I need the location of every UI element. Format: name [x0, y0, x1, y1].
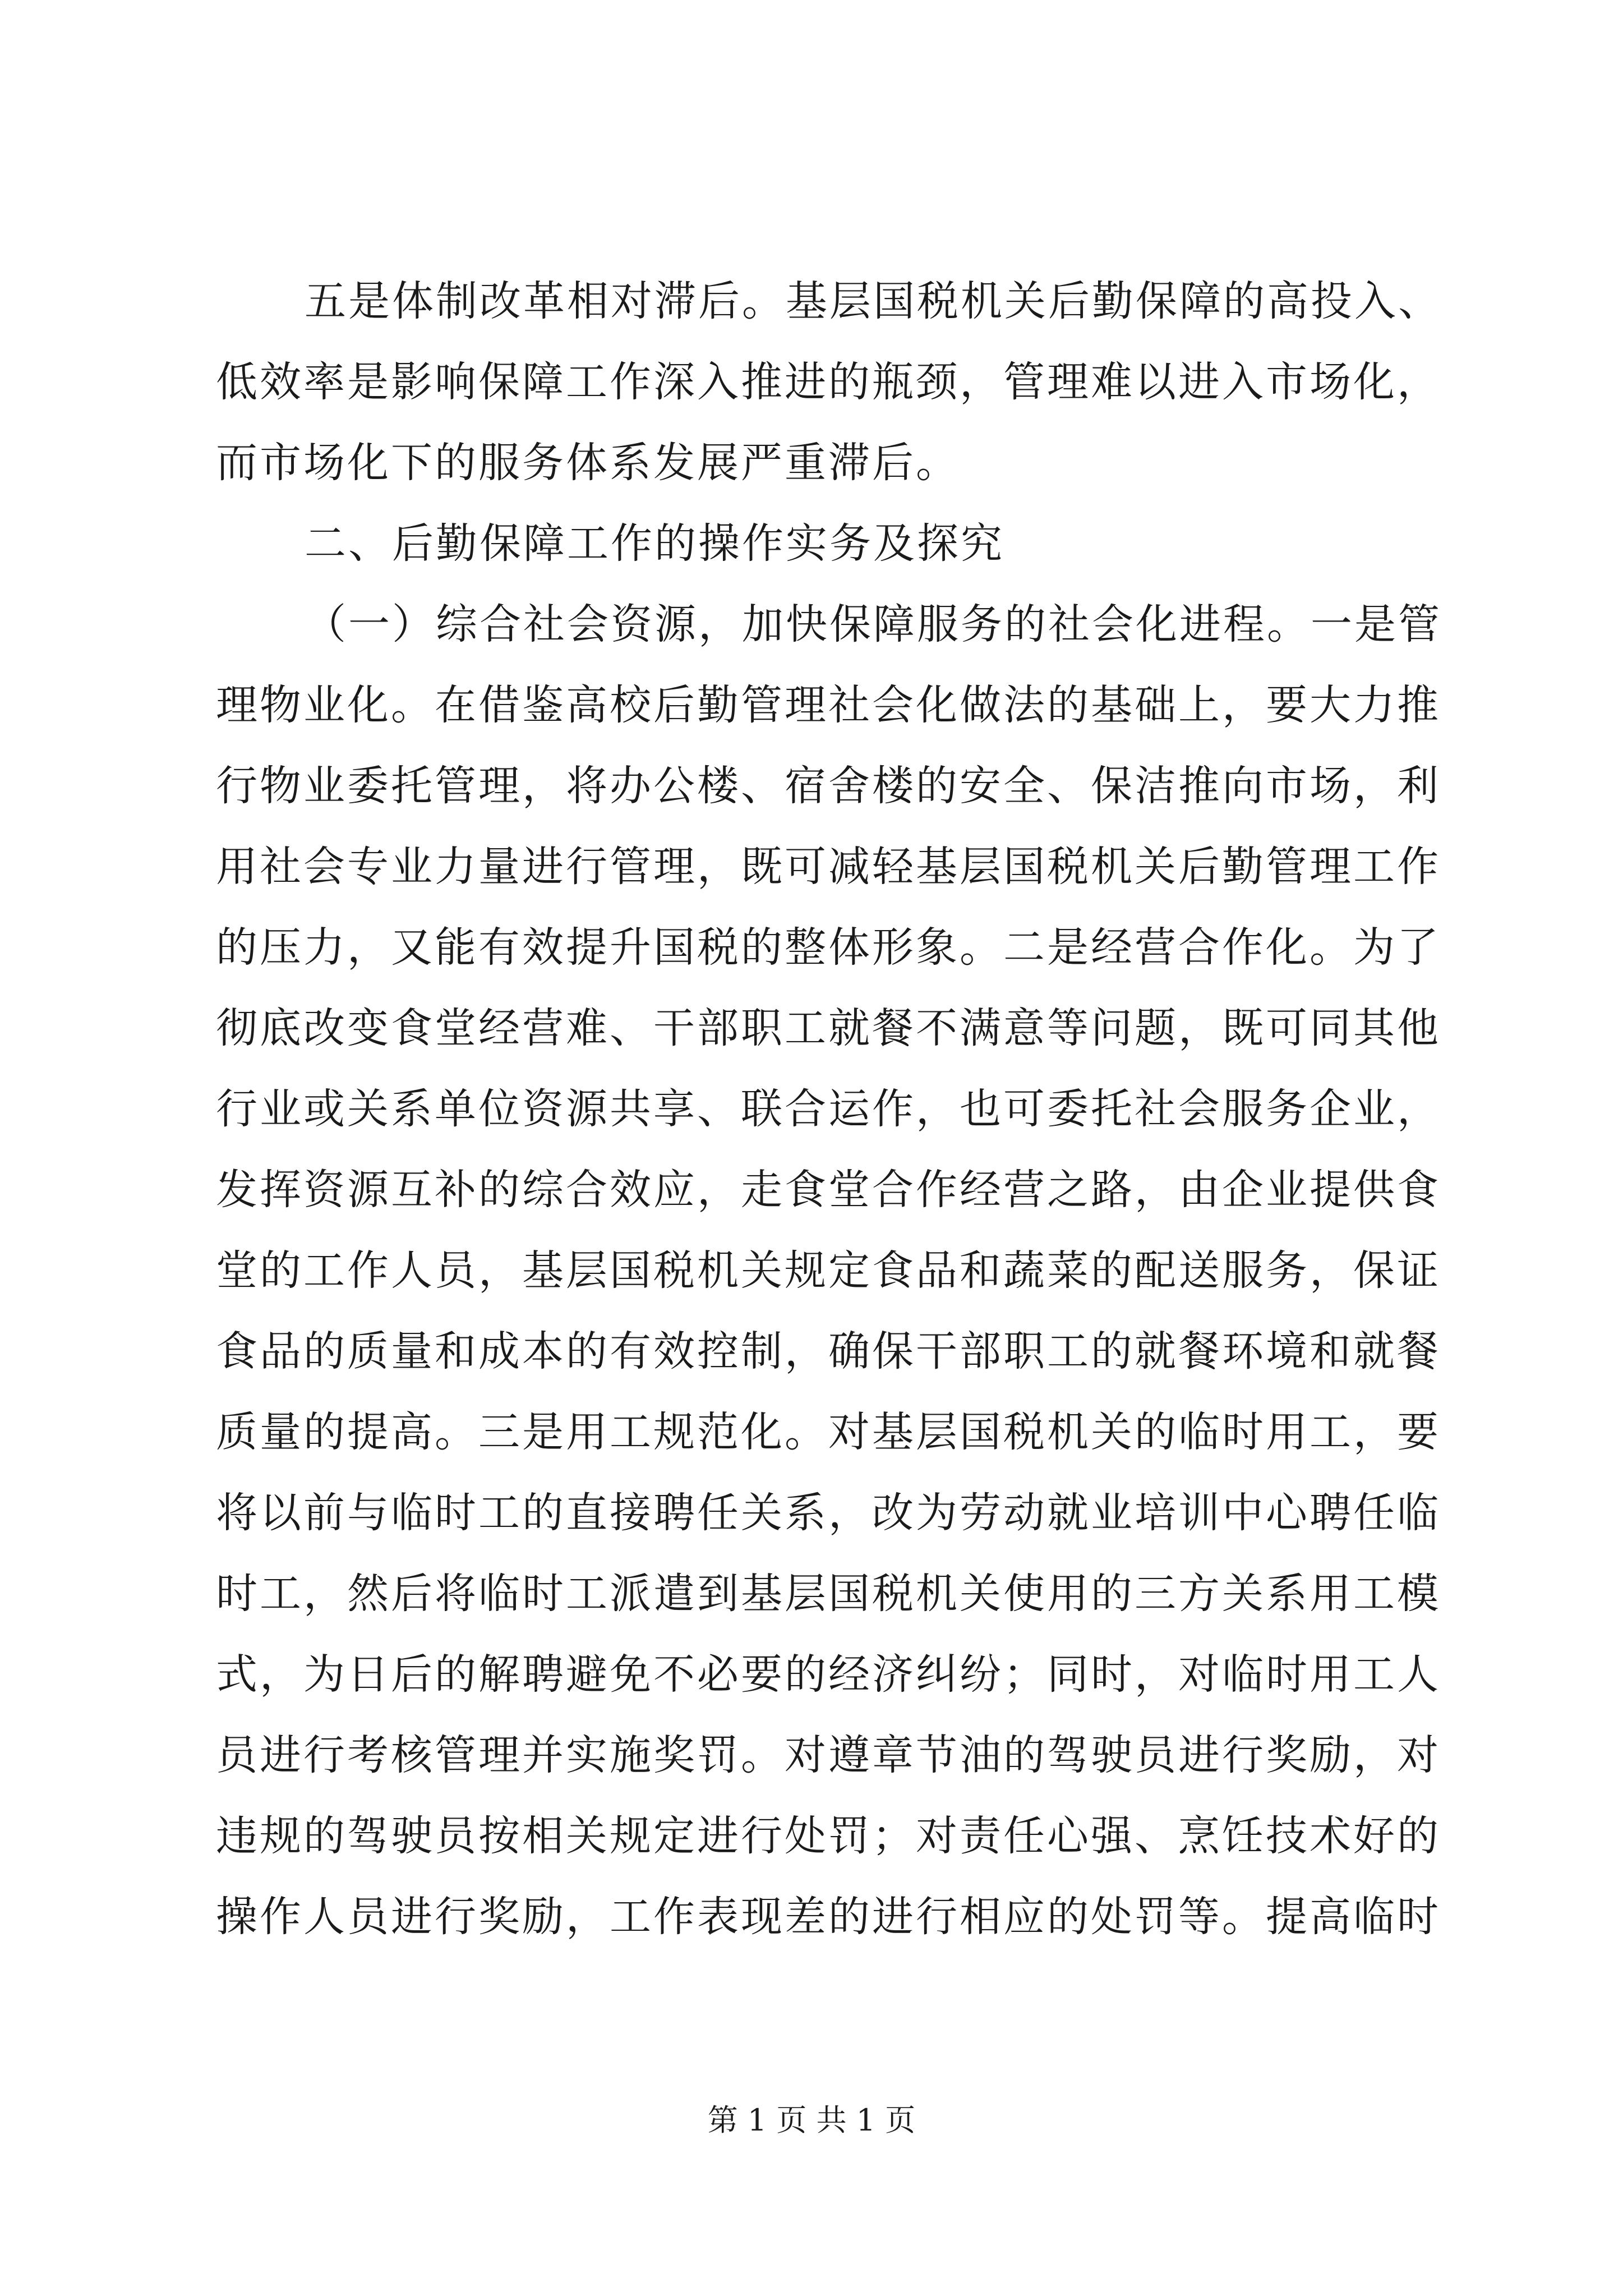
- text-line: 用社会专业力量进行管理，既可减轻基层国税机关后勤管理工作: [216, 843, 1441, 891]
- paragraph-socialization: [216, 584, 1442, 1957]
- text-line: 将以前与临时工的直接聘任关系，改为劳动就业培训中心聘任临: [216, 1489, 1441, 1537]
- text-line: 违规的驾驶员按相关规定进行处罚；对责任心强、烹饪技术好的: [216, 1812, 1441, 1860]
- paragraph-reform-lag: [216, 261, 1442, 503]
- text-line: 式，为日后的解聘避免不必要的经济纠纷；同时，对临时用工人: [216, 1650, 1441, 1699]
- document-body: [216, 261, 1442, 1957]
- page-footer: [0, 2101, 1623, 2140]
- text-line: 发挥资源互补的综合效应，走食堂合作经营之路，由企业提供食: [216, 1166, 1441, 1214]
- text-line: 的压力，又能有效提升国税的整体形象。二是经营合作化。为了: [216, 923, 1441, 972]
- text-line: 五是体制改革相对滞后。基层国税机关后勤保障的高投入、: [305, 277, 1442, 325]
- text-line: 行物业委托管理，将办公楼、宿舍楼的安全、保洁推向市场，利: [216, 762, 1441, 810]
- text-line: 食品的质量和成本的有效控制，确保干部职工的就餐环境和就餐: [216, 1327, 1441, 1375]
- text-line: 彻底改变食堂经营难、干部职工就餐不满意等问题，既可同其他: [216, 1004, 1441, 1052]
- page-number-label: 第 1 页 共 1 页: [707, 2102, 916, 2138]
- text-line: （一）综合社会资源，加快保障服务的社会化进程。一是管: [305, 600, 1442, 648]
- text-line: 而市场化下的服务体系发展严重滞后。: [216, 439, 960, 487]
- text-line: 二、后勤保障工作的操作实务及探究: [305, 519, 1004, 568]
- text-line: 低效率是影响保障工作深入推进的瓶颈，管理难以进入市场化，: [216, 358, 1441, 406]
- text-line: 员进行考核管理并实施奖罚。对遵章节油的驾驶员进行奖励，对: [216, 1731, 1441, 1779]
- text-line: 理物业化。在借鉴高校后勤管理社会化做法的基础上，要大力推: [216, 681, 1441, 729]
- text-line: 行业或关系单位资源共享、联合运作，也可委托社会服务企业，: [216, 1085, 1441, 1133]
- text-line: 堂的工作人员，基层国税机关规定食品和蔬菜的配送服务，保证: [216, 1246, 1441, 1295]
- section-heading: [216, 503, 1410, 584]
- text-line: 时工，然后将临时工派遣到基层国税机关使用的三方关系用工模: [216, 1570, 1441, 1618]
- text-line: 质量的提高。三是用工规范化。对基层国税机关的临时用工，要: [216, 1408, 1441, 1456]
- text-line: 操作人员进行奖励，工作表现差的进行相应的处罚等。提高临时: [216, 1893, 1441, 1941]
